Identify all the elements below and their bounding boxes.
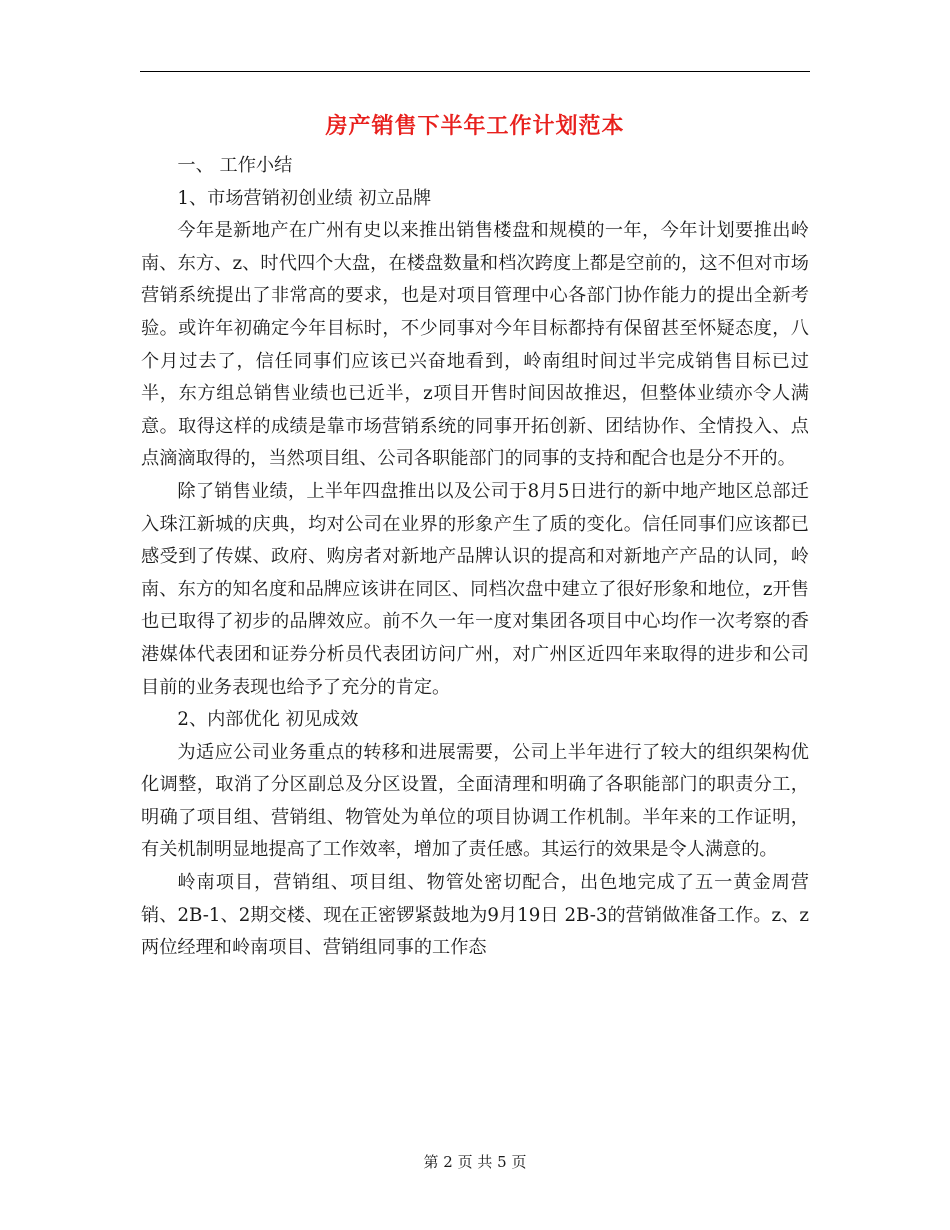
document-title: 房产销售下半年工作计划范本: [325, 113, 625, 139]
paragraph-organization: 为适应公司业务重点的转移和进展需要，公司上半年进行了较大的组织架构优化调整，取消了分区副总及分区设置，全面清理和明确了各职能部门的职责分工，明确了项目组、营销组、物管处为单位的项目协调工作机制。半年来的工作证明，有关机制明显地提高了工作效率，增加了责任感。其运行的效果是令人满意的。: [141, 741, 809, 861]
section-heading-summary: 一、 工作小结: [177, 155, 293, 176]
document-body: [141, 150, 809, 965]
subheading-marketing: 1、市场营销初创业绩 初立品牌: [177, 187, 432, 209]
subheading-internal-optimization: 2、内部优化 初见成效: [177, 709, 359, 731]
page-number: 第 2 页 共 5 页: [423, 1153, 527, 1171]
paragraph-sales-overview: 今年是新地产在广州有史以来推出销售楼盘和规模的一年，今年计划要推出岭南、东方、z、时代四个大盘，在楼盘数量和档次跨度上都是空前的，这不但对市场营销系统提出了非常高的要求，也是对项目管理中心各部门协作能力的提出全新考验。或许年初确定今年目标时，不少同事对今年目标都持有保留甚至怀疑态度，八个月过去了，信任同事们应该已兴奋地看到，岭南组时间过半完成销售目标已过半，东方组总销售业绩也已近半，z项目开售时间因故推迟，但整体业绩亦令人满意。取得这样的成绩是靠市场营销系统的同事开拓创新、团结协作、全情投入、点点滴滴取得的，当然项目组、公司各职能部门的同事的支持和配合也是分不开的。: [141, 220, 809, 470]
header-rule: [140, 71, 810, 72]
paragraph-lingnan-project: 岭南项目，营销组、项目组、物管处密切配合，出色地完成了五一黄金周营销、2B-1、2期交楼、现在正密锣紧鼓地为9月19日 2B-3的营销做准备工作。z、z两位经理和岭南项目、营销组同事的工作态: [141, 872, 809, 959]
paragraph-brand-image: 除了销售业绩，上半年四盘推出以及公司于8月5日进行的新中地产地区总部迁入珠江新城的庆典，均对公司在业界的形象产生了质的变化。信任同事们应该都已感受到了传媒、政府、购房者对新地产品牌认识的提高和对新地产产品的认同，岭南、东方的知名度和品牌应该讲在同区、同档次盘中建立了很好形象和地位，z开售也已取得了初步的品牌效应。前不久一年一度对集团各项目中心均作一次考察的香港媒体代表团和证券分析员代表团访问广州，对广州区近四年来取得的进步和公司目前的业务表现也给予了充分的肯定。: [141, 480, 809, 698]
